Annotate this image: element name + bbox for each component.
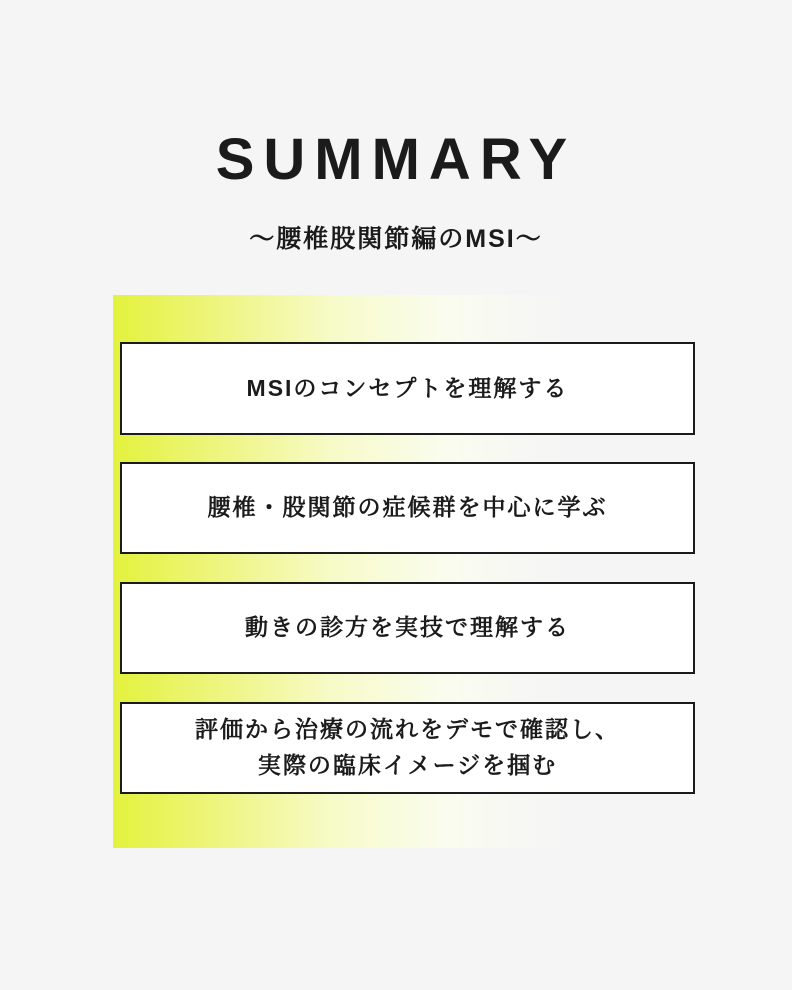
- summary-item-list: [120, 295, 695, 848]
- list-item-label: MSIのコンセプトを理解する: [246, 374, 569, 401]
- list-item: [120, 462, 695, 554]
- page-subtitle: 〜腰椎股関節編のMSI〜: [249, 225, 543, 253]
- list-item: [120, 702, 695, 794]
- list-item-label: 評価から治療の流れをデモで確認し、 実際の臨床イメージを掴む: [195, 716, 620, 778]
- list-item-label: 腰椎・股関節の症候群を中心に学ぶ: [207, 494, 608, 521]
- list-item: [120, 342, 695, 435]
- page-title: SUMMARY: [215, 127, 577, 192]
- list-item-label: 動きの診方を実技で理解する: [245, 614, 570, 641]
- list-item: [120, 582, 695, 674]
